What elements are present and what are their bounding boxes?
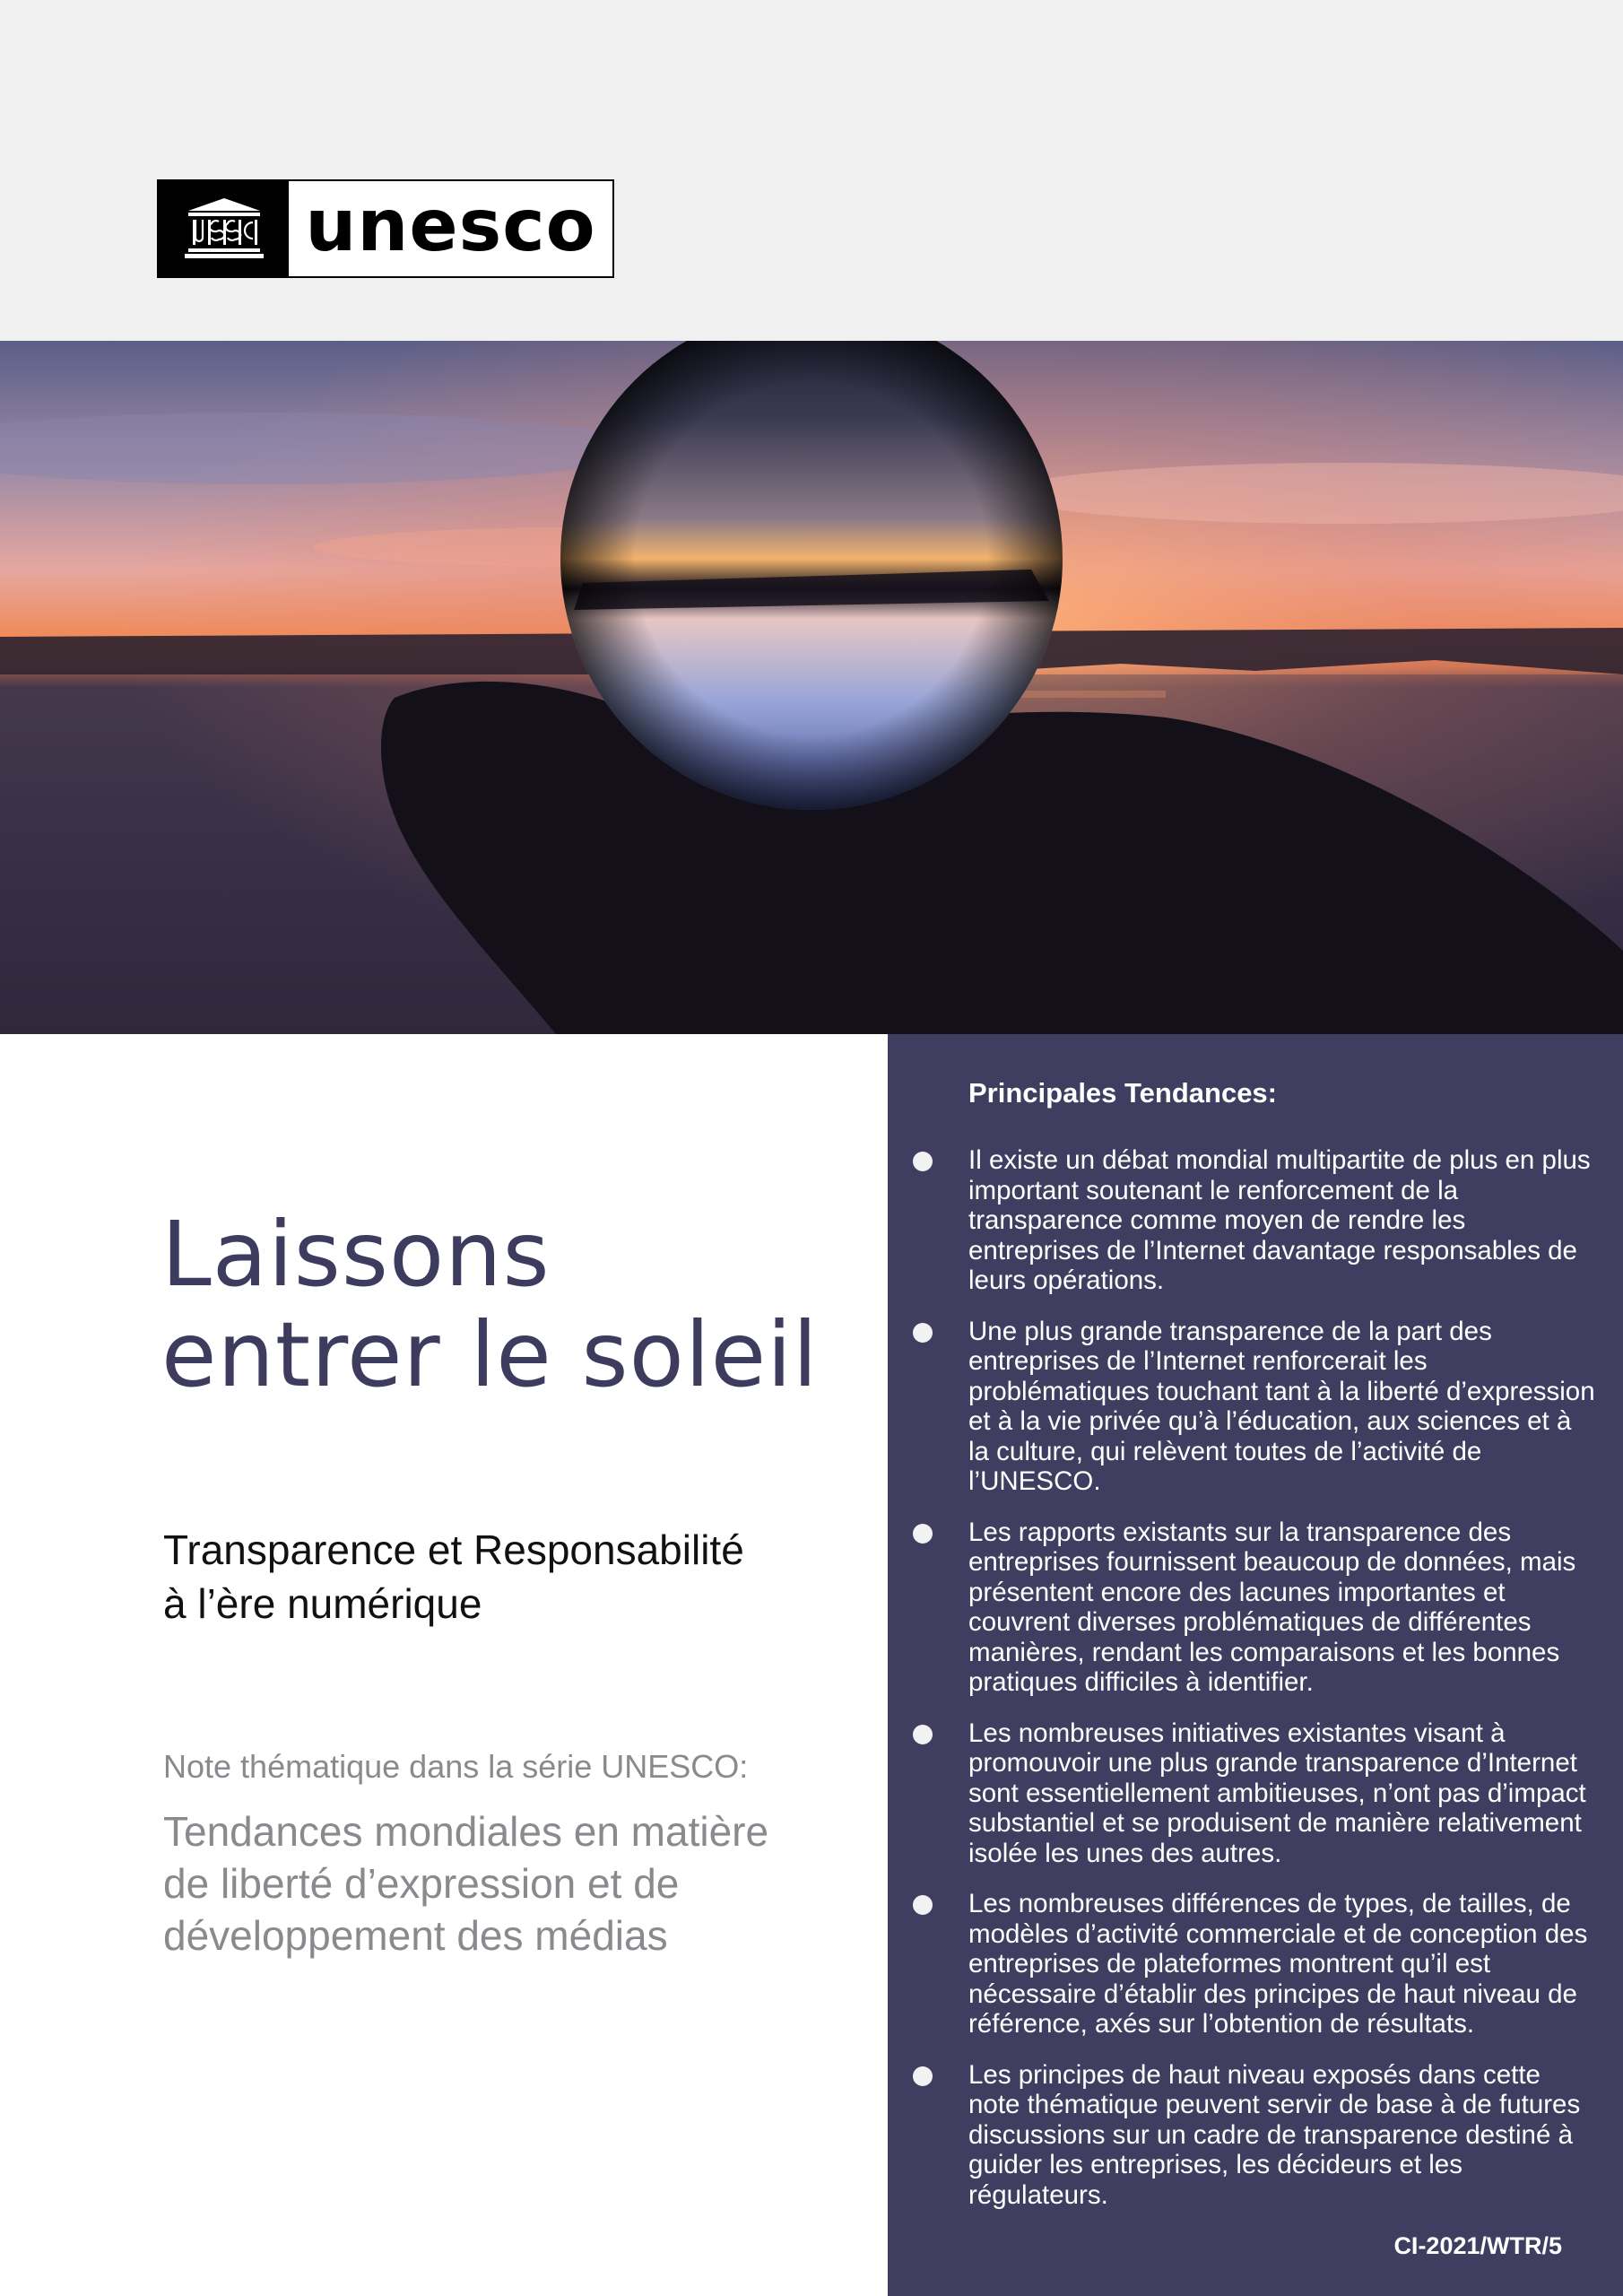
trend-item — [968, 1889, 1596, 2039]
subtitle-line-2: à l’ère numérique — [163, 1580, 482, 1627]
title-column — [0, 1034, 888, 2296]
bullet-icon — [913, 1524, 933, 1544]
bullet-icon — [913, 1895, 933, 1915]
trend-text: Les nombreuses différences de types, de tailles, de modèles d’activité commerciale et de conception des entreprises de plateformes montrent qu’il est nécessaire d’établir des principes de haut niveau de référence, axés sur l’obtention de résultats. — [968, 1889, 1588, 2039]
trend-text: Les principes de haut niveau exposés dans cette note thématique peuvent servir de base à de futures discussions sur un cadre de transparence destiné à guider les entreprises, les décideurs et les régulateurs. — [968, 2059, 1581, 2210]
hero-photo — [0, 341, 1623, 1034]
trends-heading: Principales Tendances: — [968, 1077, 1277, 1109]
bullet-icon — [913, 1323, 933, 1343]
trend-text: Les rapports existants sur la transparence des entreprises fournissent beaucoup de données, mais présentent encore des lacunes importantes et couvrent diverses problématiques de différentes manières, rendant les comparaisons et les bonnes pratiques difficiles à identifier. — [968, 1517, 1576, 1697]
series-label: Note thématique dans la série UNESCO: — [163, 1748, 749, 1785]
trend-item — [968, 1718, 1596, 1869]
page-title — [161, 1202, 861, 1407]
subtitle-line-1: Transparence et Responsabilité — [163, 1526, 744, 1573]
trend-text: Une plus grande transparence de la part des entreprises de l’Internet renforcerait les problématiques touchant tant à la liberté d’expression et à la vie privée qu’à l’éducation, aux sciences et à la culture, qui relèvent toutes de l’activité de l’UNESCO. — [968, 1316, 1595, 1496]
bullet-icon — [913, 2066, 933, 2086]
title-line-2: entrer le soleil — [161, 1302, 819, 1407]
trends-list — [968, 1145, 1596, 2231]
unesco-logo — [157, 179, 614, 278]
unesco-temple-icon — [159, 181, 289, 276]
trend-item — [968, 1317, 1596, 1497]
trend-text: Les nombreuses initiatives existantes visant à promouvoir une plus grande transparence d’Internet sont essentiellement ambitieuses, n’ont pas d’impact substantiel et se produisent de manière relativement isolée les unes des autres. — [968, 1718, 1586, 1868]
trends-panel — [888, 1034, 1623, 2296]
bullet-icon — [913, 1725, 933, 1744]
series-name: Tendances mondiales en matière de liberté d’expression et de développement des médias — [163, 1808, 769, 1959]
title-line-1: Laissons — [161, 1202, 551, 1307]
crystal-ball-in-hand-sunset-icon — [0, 341, 1623, 1034]
trend-text: Il existe un débat mondial multipartite de plus en plus important soutenant le renforcement de la transparence comme moyen de rendre les entreprises de l’Internet davantage responsables de leurs opérations. — [968, 1145, 1591, 1295]
trend-item — [968, 1145, 1596, 1296]
page-subtitle — [163, 1523, 809, 1631]
trend-item — [968, 1518, 1596, 1698]
logo-wordmark: unesco — [305, 183, 596, 267]
header-band — [0, 0, 1623, 341]
bullet-icon — [913, 1152, 933, 1171]
document-reference-code: CI-2021/WTR/5 — [1393, 2232, 1562, 2259]
trend-item — [968, 2060, 1596, 2211]
